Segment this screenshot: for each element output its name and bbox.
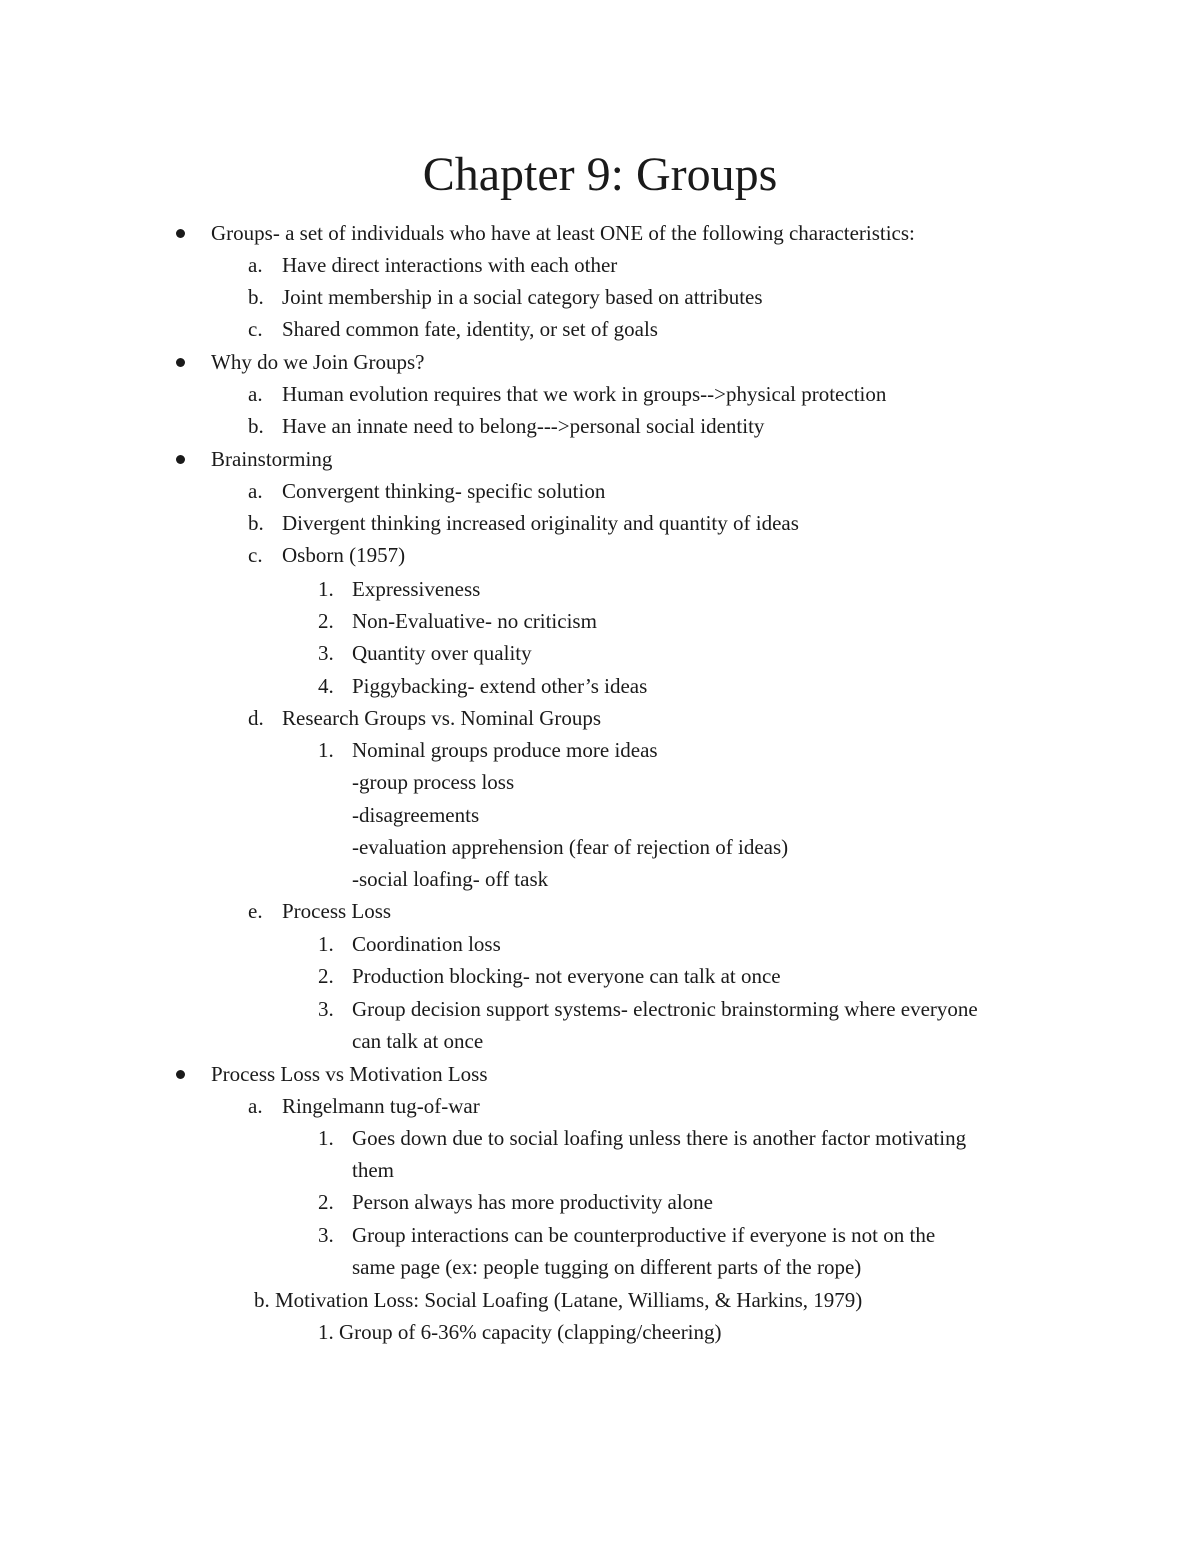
- list-item: Piggybacking- extend other’s ideas: [352, 674, 648, 698]
- list-marker: b.: [248, 511, 264, 535]
- list-marker: 3.: [318, 1223, 334, 1247]
- list-marker: 2.: [318, 1190, 334, 1214]
- list-marker: b.: [248, 285, 264, 309]
- list-item: Goes down due to social loafing unless there is another factor motivating: [352, 1126, 967, 1150]
- list-item: Quantity over quality: [352, 641, 532, 665]
- list-item: Process Loss: [282, 899, 392, 923]
- list-item: Production blocking- not everyone can talk at once: [352, 964, 781, 988]
- section-heading: Brainstorming: [211, 447, 333, 471]
- list-item: b. Motivation Loss: Social Loafing (Latane, Williams, & Harkins, 1979): [254, 1288, 863, 1312]
- list-item: Shared common fate, identity, or set of goals: [282, 317, 658, 341]
- list-marker: a.: [248, 479, 263, 503]
- list-item-continuation: same page (ex: people tugging on different parts of the rope): [352, 1255, 862, 1279]
- section-heading: Why do we Join Groups?: [211, 350, 425, 374]
- list-marker: 3.: [318, 997, 334, 1021]
- list-item-continuation: can talk at once: [352, 1029, 484, 1053]
- list-item: Have direct interactions with each other: [282, 253, 618, 277]
- list-marker: a.: [248, 253, 263, 277]
- list-marker: a.: [248, 382, 263, 406]
- note-line: -social loafing- off task: [352, 867, 549, 891]
- note-line: -evaluation apprehension (fear of rejection of ideas): [352, 835, 789, 859]
- list-marker: d.: [248, 706, 264, 730]
- bullet-icon: [176, 455, 185, 464]
- list-item: Joint membership in a social category based on attributes: [282, 285, 763, 309]
- list-item: Group decision support systems- electronic brainstorming where everyone: [352, 997, 978, 1021]
- list-item: Coordination loss: [352, 932, 501, 956]
- list-marker: 1.: [318, 932, 334, 956]
- list-item: Person always has more productivity alone: [352, 1190, 713, 1214]
- bullet-icon: [176, 358, 185, 367]
- list-marker: 1.: [318, 577, 334, 601]
- list-marker: 2.: [318, 609, 334, 633]
- list-marker: 1.: [318, 738, 334, 762]
- list-marker: a.: [248, 1094, 263, 1118]
- list-item: Osborn (1957): [282, 543, 406, 567]
- note-line: -group process loss: [352, 770, 515, 794]
- list-marker: c.: [248, 317, 263, 341]
- list-marker: 4.: [318, 674, 334, 698]
- list-item: Convergent thinking- specific solution: [282, 479, 606, 503]
- list-item: Research Groups vs. Nominal Groups: [282, 706, 602, 730]
- bullet-icon: [176, 229, 185, 238]
- list-item: Non-Evaluative- no criticism: [352, 609, 597, 633]
- note-line: -disagreements: [352, 803, 480, 827]
- list-marker: c.: [248, 543, 263, 567]
- list-item: Human evolution requires that we work in groups-->physical protection: [282, 382, 887, 406]
- list-item: Group interactions can be counterproductive if everyone is not on the: [352, 1223, 936, 1247]
- page-title: Chapter 9: Groups: [422, 148, 778, 201]
- list-item: Have an innate need to belong--->personal social identity: [282, 414, 765, 438]
- section-heading: Groups- a set of individuals who have at least ONE of the following characteristics:: [211, 221, 915, 245]
- list-item: Expressiveness: [352, 577, 481, 601]
- list-marker: e.: [248, 899, 263, 923]
- list-item: Nominal groups produce more ideas: [352, 738, 658, 762]
- bullet-icon: [176, 1070, 185, 1079]
- list-marker: 3.: [318, 641, 334, 665]
- list-marker: 2.: [318, 964, 334, 988]
- list-item: Ringelmann tug-of-war: [282, 1094, 480, 1118]
- list-item: Divergent thinking increased originality and quantity of ideas: [282, 511, 799, 535]
- list-item-continuation: them: [352, 1158, 394, 1182]
- section-heading: Process Loss vs Motivation Loss: [211, 1062, 488, 1086]
- list-marker: 1.: [318, 1126, 334, 1150]
- list-marker: b.: [248, 414, 264, 438]
- list-item: 1. Group of 6-36% capacity (clapping/cheering): [318, 1320, 722, 1344]
